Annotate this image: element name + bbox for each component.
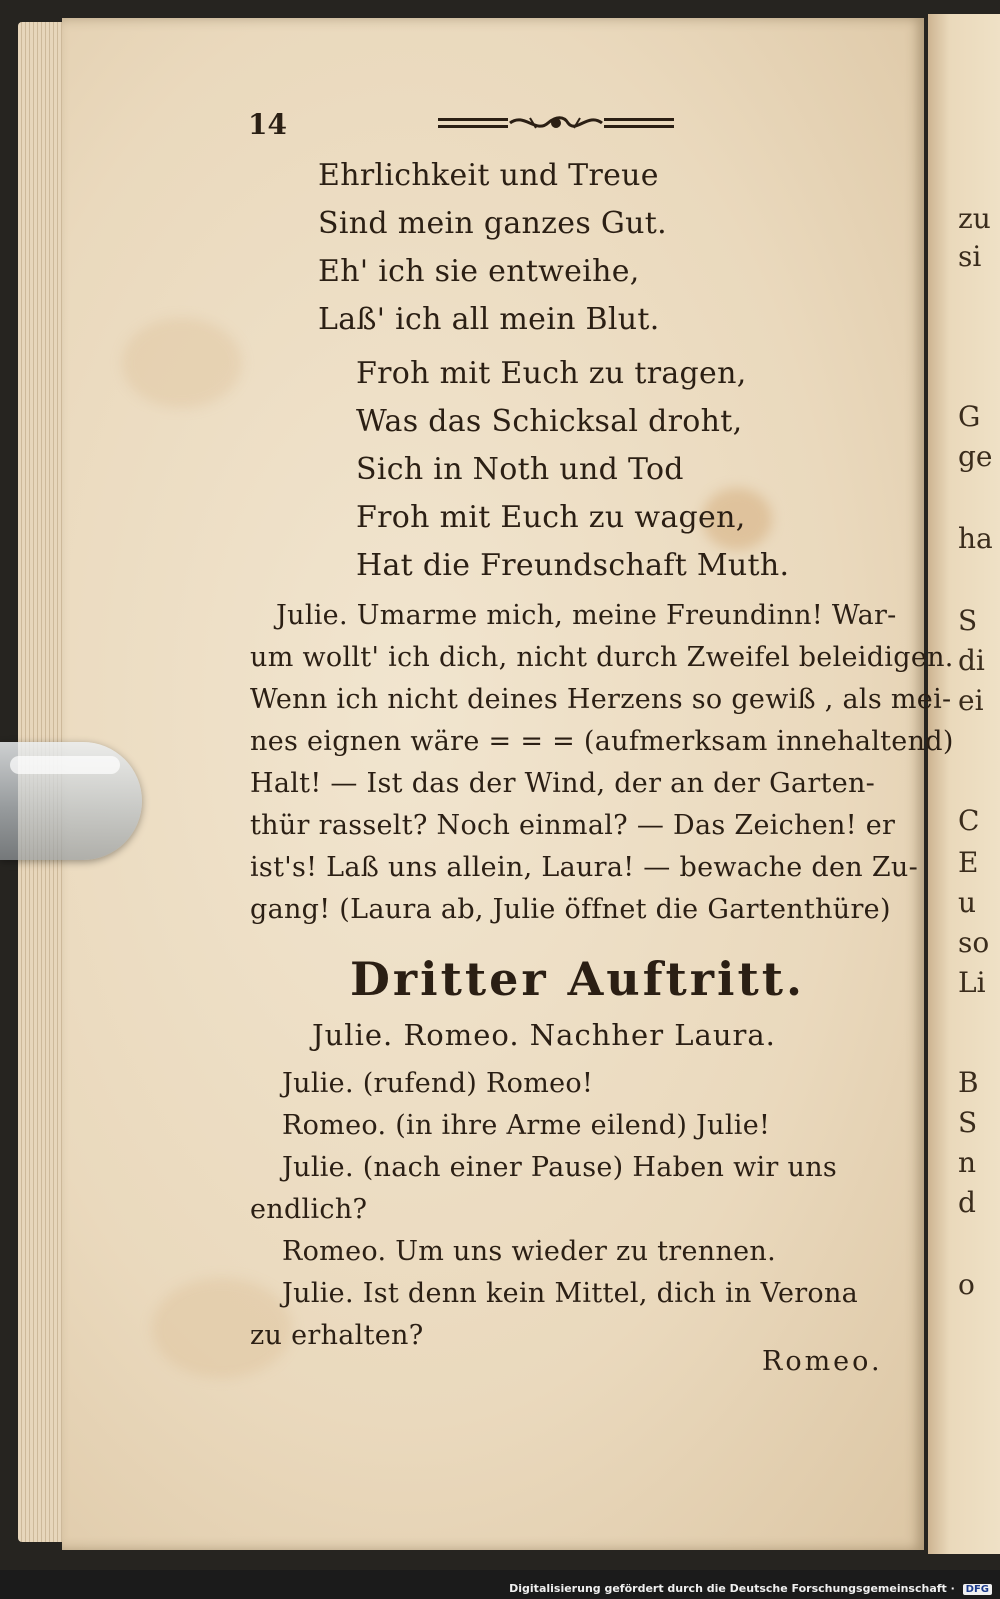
- cast-list: Julie. Romeo. Nachher Laura.: [312, 1018, 776, 1052]
- verse-line: Was das Schicksal droht,: [356, 404, 743, 439]
- fragment: di: [958, 644, 985, 677]
- catchword: Romeo.: [762, 1346, 883, 1377]
- page-number: 14: [248, 108, 287, 141]
- fragment: E: [958, 846, 979, 879]
- fragment: G: [958, 400, 981, 433]
- dialogue-line: Julie. Ist denn kein Mittel, dich in Verona: [282, 1278, 859, 1309]
- verse-line: Ehrlichkeit und Treue: [318, 158, 659, 193]
- fragment: n: [958, 1146, 977, 1179]
- fragment: B: [958, 1066, 979, 1099]
- fragment: u: [958, 886, 977, 919]
- fragment: o: [958, 1268, 975, 1301]
- dialogue-line: Romeo. Um uns wieder zu trennen.: [282, 1236, 777, 1267]
- digitization-credit: Digitalisierung gefördert durch die Deutsche Forschungsgemeinschaft · DFG: [509, 1582, 992, 1595]
- dialogue-line: zu erhalten?: [250, 1320, 424, 1351]
- fragment: ge: [958, 440, 993, 473]
- verse-line: Laß' ich all mein Blut.: [318, 302, 660, 337]
- prose-line: gang! (Laura ab, Julie öffnet die Gartenthüre): [250, 894, 891, 925]
- fragment: zu: [958, 202, 991, 235]
- verse-line: Hat die Freundschaft Muth.: [356, 548, 790, 583]
- page-clip: [0, 742, 142, 860]
- fragment: Li: [958, 966, 986, 999]
- dialogue-line: Julie. (nach einer Pause) Haben wir uns: [282, 1152, 838, 1183]
- facing-page-edge: [928, 14, 1000, 1554]
- fragment: C: [958, 804, 980, 837]
- fragment: S: [958, 1106, 978, 1139]
- prose-line: ist's! Laß uns allein, Laura! — bewache den Zu-: [250, 852, 919, 883]
- verse-line: Froh mit Euch zu wagen,: [356, 500, 746, 535]
- fragment: S: [958, 604, 978, 637]
- dialogue-line: endlich?: [250, 1194, 368, 1225]
- prose-line: nes eignen wäre = = = (aufmerksam innehaltend): [250, 726, 954, 757]
- prose-line: Halt! — Ist das der Wind, der an der Garten-: [250, 768, 876, 799]
- fragment: si: [958, 240, 982, 273]
- dialogue-line: Romeo. (in ihre Arme eilend) Julie!: [282, 1110, 771, 1141]
- credit-text: Digitalisierung gefördert durch die Deutsche Forschungsgemeinschaft: [509, 1582, 947, 1595]
- stain: [122, 318, 242, 408]
- prose-line: um wollt' ich dich, nicht durch Zweifel beleidigen.: [250, 642, 954, 673]
- prose-line: Wenn ich nicht deines Herzens so gewiß , als mei-: [250, 684, 952, 715]
- prose-line: Julie. Umarme mich, meine Freundinn! War-: [276, 600, 897, 631]
- fragment: so: [958, 926, 990, 959]
- dialogue-line: Julie. (rufend) Romeo!: [282, 1068, 594, 1099]
- fragment: d: [958, 1186, 976, 1219]
- verse-line: Froh mit Euch zu tragen,: [356, 356, 747, 391]
- fragment: ei: [958, 684, 984, 717]
- fragment: ha: [958, 522, 993, 555]
- ornament-icon: [438, 112, 674, 136]
- verse-line: Sich in Noth und Tod: [356, 452, 684, 487]
- verse-line: Eh' ich sie entweihe,: [318, 254, 640, 289]
- dfg-logo: DFG: [963, 1584, 992, 1595]
- scene-heading: Dritter Auftritt.: [350, 952, 806, 1006]
- verse-line: Sind mein ganzes Gut.: [318, 206, 667, 241]
- prose-line: thür rasselt? Noch einmal? — Das Zeichen! er: [250, 810, 896, 841]
